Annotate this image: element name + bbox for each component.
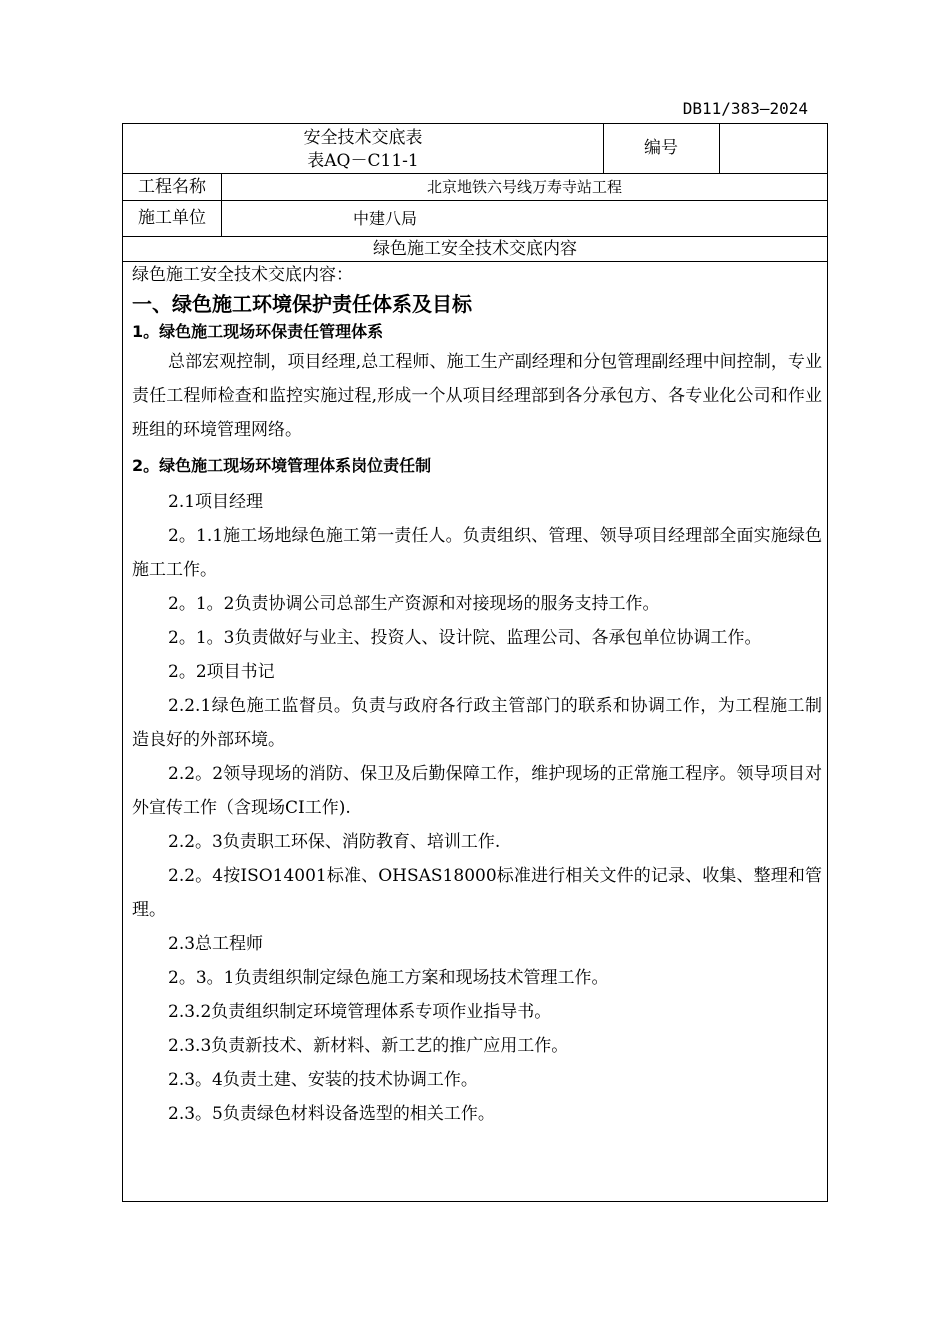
list-item: 2.3.3负责新技术、新材料、新工艺的推广应用工作。 xyxy=(168,1036,569,1056)
section-title: 绿色施工安全技术交底内容 xyxy=(373,239,577,259)
number-label: 编号 xyxy=(644,138,678,158)
subsection-heading-2: 2。绿色施工现场环境管理体系岗位责任制 xyxy=(132,456,432,475)
list-item: 2.3总工程师 xyxy=(168,934,264,954)
list-item: 2.2.1绿色施工监督员。负责与政府各行政主管部门的联系和协调工作，为工程施工制造良好的外部环境。 xyxy=(132,696,822,750)
paragraph: 总部宏观控制，项目经理,总工程师、施工生产副经理和分包管理副经理中间控制，专业责任工程师检查和监控实施过程,形成一个从项目经理部到各分承包方、各专业化公司和作业班组的环境管理网络。 xyxy=(132,352,822,440)
construction-unit-label: 施工单位 xyxy=(138,208,206,228)
disclosure-table xyxy=(122,123,828,1202)
list-item: 2.3。4负责土建、安装的技术协调工作。 xyxy=(168,1070,478,1090)
list-item: 2.2。2领导现场的消防、保卫及后勤保障工作，维护现场的正常施工程序。领导项目对外宣传工作（含现场CI工作). xyxy=(132,764,822,818)
content-intro: 绿色施工安全技术交底内容： xyxy=(132,265,353,285)
list-item: 2。1。3负责做好与业主、投资人、设计院、监理公司、各承包单位协调工作。 xyxy=(168,628,762,648)
form-title: 安全技术交底表 xyxy=(303,128,423,148)
list-item: 2.2。4按ISO14001标准、OHSAS18000标准进行相关文件的记录、收集、整理和管理。 xyxy=(132,866,822,920)
list-item: 2。1.1施工场地绿色施工第一责任人。负责组织、管理、领导项目经理部全面实施绿色施工工作。 xyxy=(132,526,822,580)
project-name-label: 工程名称 xyxy=(138,177,206,197)
standard-code: DB11/383—2024 xyxy=(682,99,808,118)
section-heading: 一、绿色施工环境保护责任体系及目标 xyxy=(132,292,472,316)
subsection-heading-1: 1。绿色施工现场环保责任管理体系 xyxy=(132,322,384,341)
list-item: 2.1项目经理 xyxy=(168,492,264,512)
list-item: 2。1。2负责协调公司总部生产资源和对接现场的服务支持工作。 xyxy=(168,594,660,614)
disclosure-content xyxy=(132,261,822,1131)
number-value[interactable] xyxy=(720,124,828,173)
construction-unit-value: 中建八局 xyxy=(353,209,418,228)
project-name-value: 北京地铁六号线万寿寺站工程 xyxy=(426,178,622,196)
list-item: 2。2项目书记 xyxy=(168,662,275,682)
form-number: 表AQ－C11-1 xyxy=(307,151,419,171)
list-item: 2.3。5负责绿色材料设备选型的相关工作。 xyxy=(168,1104,495,1124)
list-item: 2。3。1负责组织制定绿色施工方案和现场技术管理工作。 xyxy=(168,968,609,988)
list-item: 2.3.2负责组织制定环境管理体系专项作业指导书。 xyxy=(168,1002,552,1022)
list-item: 2.2。3负责职工环保、消防教育、培训工作. xyxy=(168,832,501,852)
